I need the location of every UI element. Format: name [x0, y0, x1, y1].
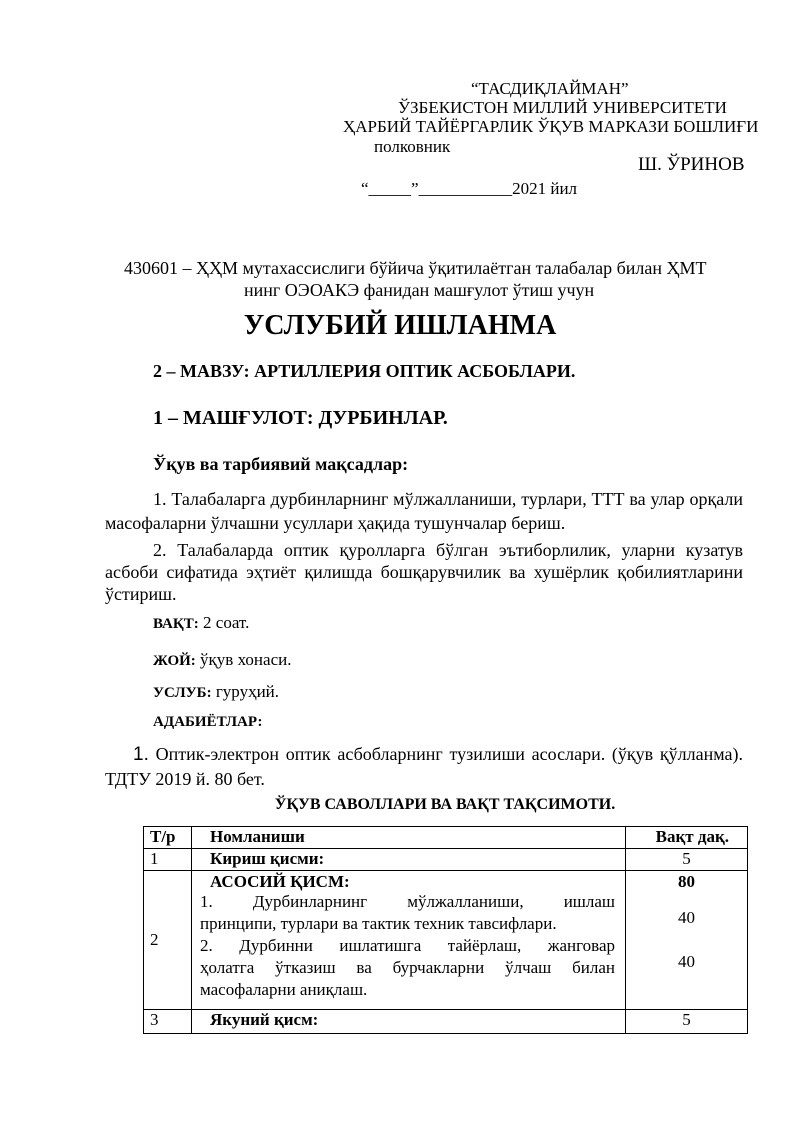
- literature-item-number: 1.: [133, 744, 149, 765]
- row-number: 3: [144, 1010, 192, 1034]
- row-number: 1: [144, 849, 192, 871]
- literature-item-text: Оптик-электрон оптик асбобларнинг тузилиши асослари. (ўқув қўлланма). ТДТУ 2019 й. 80 бет.: [105, 744, 743, 789]
- method-label: УСЛУБ:: [153, 685, 212, 701]
- document-title: УСЛУБИЙ ИШЛАНМА: [243, 310, 557, 341]
- method-value: гуруҳий.: [211, 682, 280, 701]
- method-line: [153, 682, 279, 702]
- approval-signer: Ш. ЎРИНОВ: [638, 154, 745, 175]
- row-time: 5: [626, 1010, 748, 1034]
- table-header-row: [144, 827, 748, 849]
- lesson-heading: 1 – МАШҒУЛОТ: ДУРБИНЛАР.: [153, 407, 448, 429]
- subitem-1-line-2: принципи, турлари ва тактик техник тавсифлари.: [200, 914, 557, 933]
- place-value: ўқув хонаси.: [195, 650, 292, 669]
- intro-line-2: нинг ОЭОАКЭ фанидан машғулот ўтиш учун: [244, 280, 595, 300]
- table-caption: ЎҚУВ САВОЛЛАРИ ВА ВАҚТ ТАҚСИМОТИ.: [274, 796, 616, 813]
- subitem-2-line-3: масофаларни аниқлаш.: [200, 980, 368, 999]
- place-line: [153, 650, 291, 670]
- subitem-2-line-2: ҳолатга ўтказиш ва бурчакларни ўлчаш билан: [200, 958, 615, 977]
- approval-center: ҲАРБИЙ ТАЙЁРГАРЛИК ЎҚУВ МАРКАЗИ БОШЛИҒИ: [343, 117, 759, 136]
- approval-rank: полковник: [374, 137, 451, 156]
- row-name: АСОСИЙ ҚИСМ:: [210, 872, 350, 891]
- topic-heading: 2 – МАВЗУ: АРТИЛЛЕРИЯ ОПТИК АСБОБЛАРИ.: [153, 361, 576, 381]
- header-name: Номланиши: [192, 827, 626, 849]
- row-name-cell: [192, 871, 626, 1010]
- subitem-2-time: 40: [678, 952, 695, 971]
- approval-university: ЎЗБЕКИСТОН МИЛЛИЙ УНИВЕРСИТЕТИ: [398, 98, 727, 117]
- header-time: Вақт дақ.: [626, 827, 748, 849]
- place-label: ЖОЙ:: [153, 653, 196, 669]
- approval-stamp-title: “ТАСДИҚЛАЙМАН”: [471, 79, 629, 98]
- row-name: Кириш қисми:: [192, 849, 626, 871]
- approval-date: “_____”___________2021 йил: [361, 179, 578, 198]
- row-number: 2: [144, 871, 192, 1010]
- row-name: Якуний қисм:: [192, 1010, 626, 1034]
- header-number: Т/р: [144, 827, 192, 849]
- time-value: 2 соат.: [198, 613, 250, 632]
- literature-label: АДАБИЁТЛАР:: [153, 714, 263, 730]
- subitem-1-line-1: 1. Дурбинларнинг мўлжалланиши, ишлаш: [200, 892, 615, 911]
- table-row: [144, 871, 748, 1010]
- subitem-1-time: 40: [678, 908, 695, 927]
- table-row: [144, 1010, 748, 1034]
- time-line: [153, 613, 249, 633]
- time-label: ВАҚТ:: [153, 616, 199, 632]
- table-row: [144, 849, 748, 871]
- literature-item: [105, 742, 743, 791]
- goal-1: 1. Талабаларга дурбинларнинг мўлжалланиши, турлари, ТТТ ва улар орқали масофаларни ўлчашни усуллари ҳақида тушунчалар бериш.: [105, 489, 743, 533]
- goal-2: 2. Талабаларда оптик қуролларга бўлган эътиборлилик, уларни кузатув асбоби сифатида эҳтиёт қилишда бошқарувчилик ва хушёрлик қобилиятларини ўстириш.: [105, 540, 743, 604]
- row-time: 5: [626, 849, 748, 871]
- row-time-cell: [626, 871, 748, 1010]
- intro-line-1: 430601 – ҲҲМ мутахассислиги бўйича ўқитилаётган талабалар билан ҲМТ: [124, 258, 707, 278]
- goals-heading: Ўқув ва тарбиявий мақсадлар:: [153, 454, 409, 474]
- row-time: 80: [678, 872, 695, 891]
- subitem-2-line-1: 2. Дурбинни ишлатишга тайёрлаш, жанговар: [200, 936, 615, 955]
- schedule-table: [143, 826, 748, 1034]
